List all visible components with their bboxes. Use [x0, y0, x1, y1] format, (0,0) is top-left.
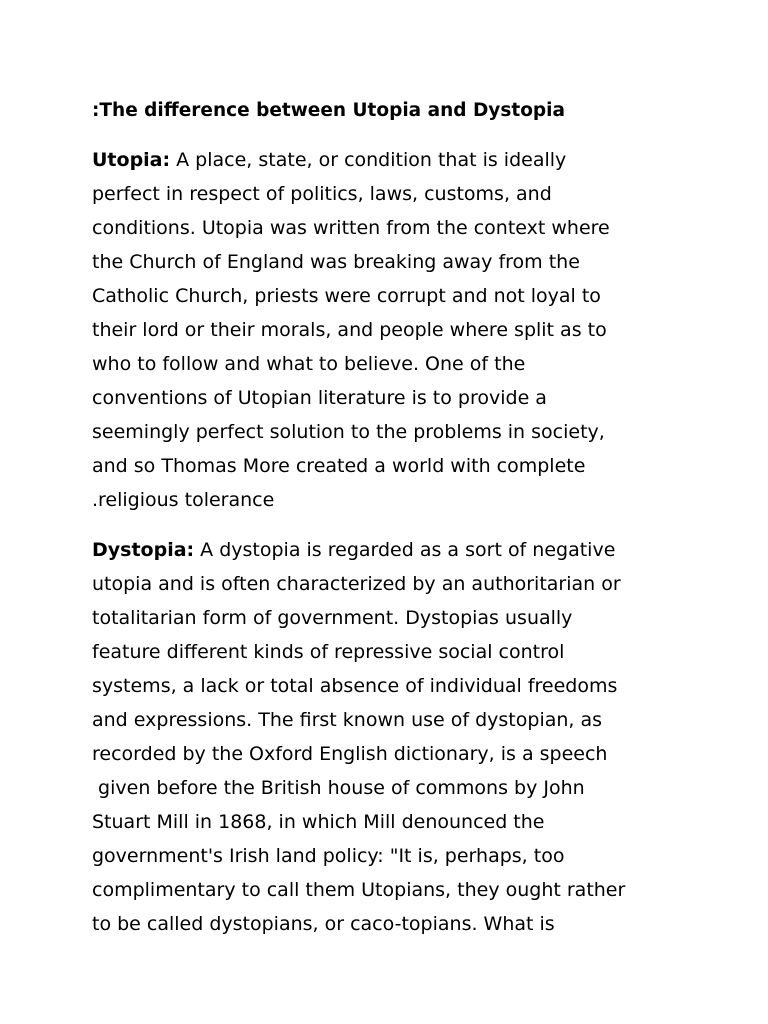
paragraph-line: and so Thomas More created a world with complete — [92, 455, 586, 477]
paragraph-line: Stuart Mill in 1868, in which Mill denounced the — [92, 811, 545, 833]
dystopia-section — [92, 533, 712, 941]
utopia-first-line — [92, 143, 712, 177]
paragraph-line: perfect in respect of politics, laws, customs, and — [92, 183, 552, 205]
paragraph-line: .religious tolerance — [92, 489, 275, 511]
document-title: :The difference between Utopia and Dystopia — [92, 100, 565, 121]
paragraph-line: systems, a lack or total absence of individual freedoms — [92, 675, 618, 697]
dystopia-first-line-text: A dystopia is regarded as a sort of negative — [194, 539, 616, 561]
paragraph-line: and expressions. The first known use of dystopian, as — [92, 709, 603, 731]
paragraph-line: conventions of Utopian literature is to provide a — [92, 387, 547, 409]
paragraph-line: to be called dystopians, or caco-topians. What is — [92, 913, 555, 935]
paragraph-line: the Church of England was breaking away from the — [92, 251, 580, 273]
paragraph-line: totalitarian form of government. Dystopias usually — [92, 607, 573, 629]
utopia-first-line-text: A place, state, or condition that is ideally — [170, 149, 567, 171]
paragraph-line: recorded by the Oxford English dictionary, is a speech — [92, 743, 608, 765]
paragraph-line: who to follow and what to believe. One of the — [92, 353, 526, 375]
paragraph-line: conditions. Utopia was written from the context where — [92, 217, 610, 239]
dystopia-first-line — [92, 533, 712, 567]
paragraph-line: utopia and is often characterized by an authoritarian or — [92, 573, 621, 595]
dystopia-label: Dystopia: — [92, 539, 195, 561]
paragraph-line: given before the British house of commons by John — [92, 777, 585, 799]
paragraph-line: seemingly perfect solution to the problems in society, — [92, 421, 605, 443]
paragraph-line: feature different kinds of repressive social control — [92, 641, 565, 663]
paragraph-line: government's Irish land policy: "It is, perhaps, too — [92, 845, 565, 867]
utopia-label: Utopia: — [92, 149, 171, 171]
paragraph-line: Catholic Church, priests were corrupt and not loyal to — [92, 285, 601, 307]
paragraph-line: complimentary to call them Utopians, they ought rather — [92, 879, 626, 901]
utopia-section — [92, 143, 712, 517]
paragraph-line: their lord or their morals, and people where split as to — [92, 319, 607, 341]
